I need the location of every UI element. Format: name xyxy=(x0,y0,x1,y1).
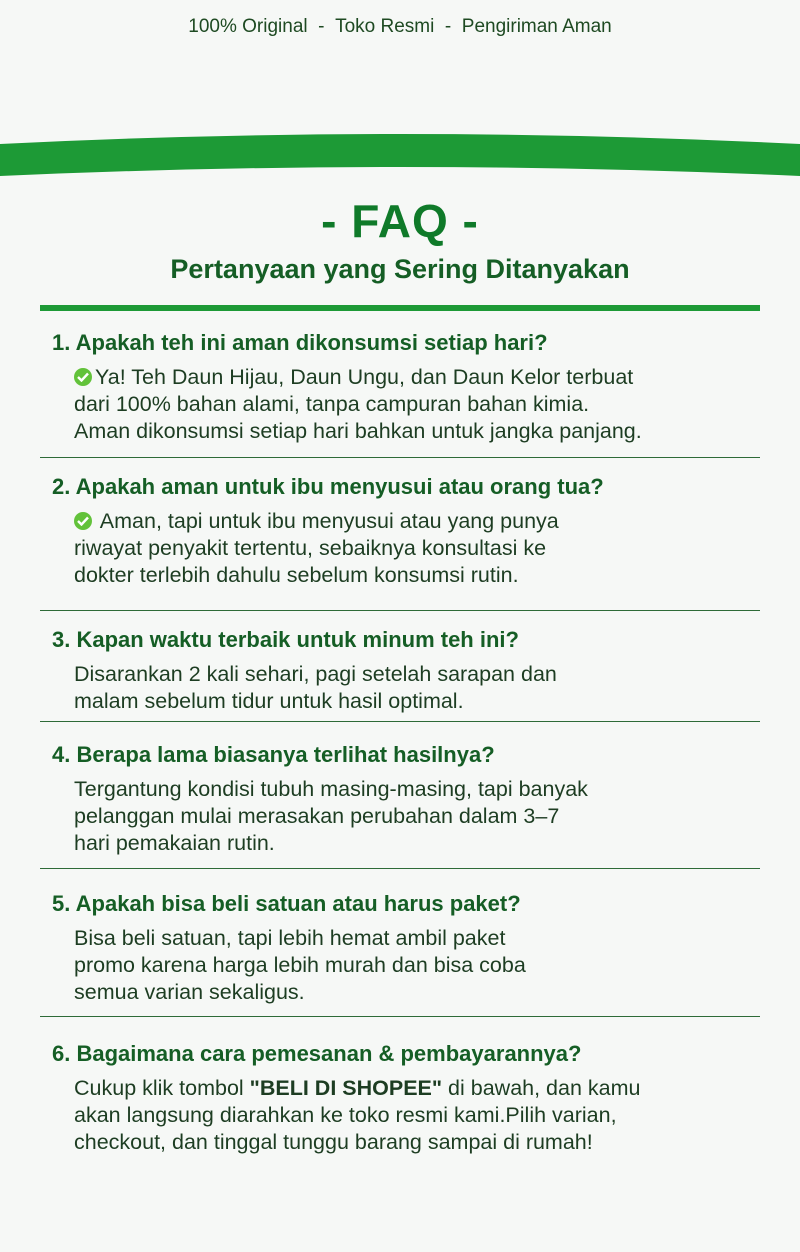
title-divider xyxy=(40,305,760,311)
answer-line: akan langsung diarahkan ke toko resmi kami.Pilih varian, xyxy=(74,1103,617,1127)
faq-question: 1. Apakah teh ini aman dikonsumsi setiap hari? xyxy=(52,330,548,355)
answer-line: malam sebelum tidur untuk hasil optimal. xyxy=(74,689,464,713)
faq-item xyxy=(40,320,760,458)
decorative-arc xyxy=(0,128,800,188)
faq-item xyxy=(40,611,760,722)
faq-item xyxy=(40,1017,760,1167)
faq-question: 4. Berapa lama biasanya terlihat hasilnya? xyxy=(52,742,495,767)
check-circle-icon xyxy=(74,512,92,530)
answer-line: dari 100% bahan alami, tanpa campuran bahan kimia. xyxy=(74,392,590,416)
tagline-separator: - xyxy=(444,16,452,37)
tagline xyxy=(0,16,800,38)
faq-answer xyxy=(40,1075,760,1156)
shopee-button-mention: "BELI DI SHOPEE" xyxy=(249,1076,443,1100)
faq-subtitle: Pertanyaan yang Sering Ditanyakan xyxy=(170,254,630,284)
answer-line: pelanggan mulai merasakan perubahan dalam 3–7 xyxy=(74,804,560,828)
faq-answer xyxy=(40,925,760,1006)
answer-line: Aman dikonsumsi setiap hari bahkan untuk jangka panjang. xyxy=(74,419,642,443)
faq-item xyxy=(40,869,760,1017)
faq-item xyxy=(40,458,760,611)
faq-answer xyxy=(40,776,760,857)
answer-text: Ya! Teh Daun Hijau, Daun Ungu, dan Daun Kelor terbuat xyxy=(95,365,634,389)
tagline-official-store: Toko Resmi xyxy=(335,16,435,37)
faq-question: 6. Bagaimana cara pemesanan & pembayarannya? xyxy=(52,1041,582,1066)
answer-line: riwayat penyakit tertentu, sebaiknya konsultasi ke xyxy=(74,536,547,560)
answer-line: semua varian sekaligus. xyxy=(74,980,305,1004)
faq-question: 3. Kapan waktu terbaik untuk minum teh ini? xyxy=(52,627,519,652)
answer-line xyxy=(74,1075,760,1102)
answer-line: dokter terlebih dahulu sebelum konsumsi rutin. xyxy=(74,563,519,587)
answer-line: Tergantung kondisi tubuh masing-masing, tapi banyak xyxy=(74,777,588,801)
answer-text: Aman, tapi untuk ibu menyusui atau yang punya xyxy=(95,509,559,533)
faq-item xyxy=(40,722,760,869)
faq-question: 5. Apakah bisa beli satuan atau harus paket? xyxy=(52,891,521,916)
answer-line: checkout, dan tinggal tunggu barang sampai di rumah! xyxy=(74,1130,593,1154)
answer-text: Cukup klik tombol xyxy=(74,1076,250,1100)
tagline-separator: - xyxy=(318,16,325,37)
answer-line: hari pemakaian rutin. xyxy=(74,831,275,855)
check-circle-icon xyxy=(74,368,92,386)
answer-line xyxy=(74,508,760,535)
faq-list xyxy=(40,320,760,1167)
answer-line: Bisa beli satuan, tapi lebih hemat ambil paket xyxy=(74,926,506,950)
faq-answer xyxy=(40,364,760,445)
faq-question: 2. Apakah aman untuk ibu menyusui atau orang tua? xyxy=(52,474,604,499)
faq-title: - FAQ - xyxy=(321,195,479,247)
answer-line: promo karena harga lebih murah dan bisa coba xyxy=(74,953,526,977)
faq-answer xyxy=(40,661,760,715)
answer-line: Disarankan 2 kali sehari, pagi setelah sarapan dan xyxy=(74,662,557,686)
tagline-original: 100% Original xyxy=(188,16,308,37)
answer-text: di bawah, dan kamu xyxy=(442,1076,641,1100)
faq-answer xyxy=(40,508,760,589)
answer-line xyxy=(74,364,760,391)
tagline-safe-shipping: Pengiriman Aman xyxy=(461,16,612,37)
